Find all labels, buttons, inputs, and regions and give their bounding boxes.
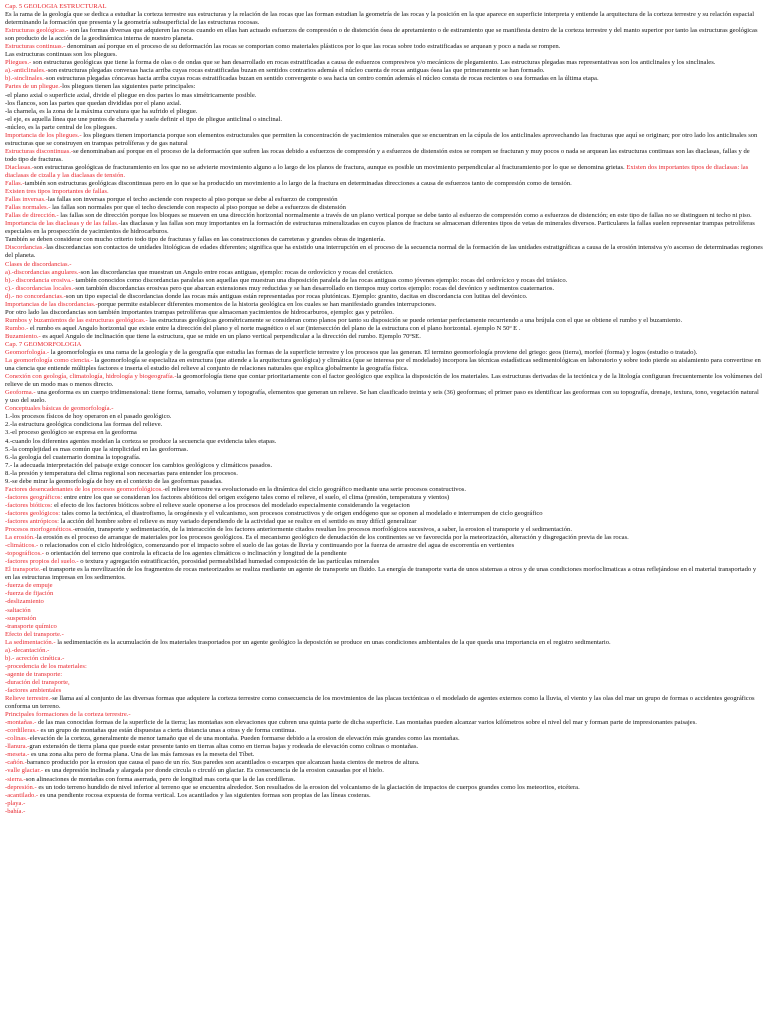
paragraph-text: 8.-la presión y temperatura del clima regional son necesarias para entender los procesos.	[5, 469, 238, 477]
paragraph-heading: -factores geológicos:	[5, 509, 61, 517]
paragraph-heading: -factores ambientales	[5, 686, 62, 694]
paragraph	[5, 92, 763, 100]
paragraph	[5, 413, 763, 421]
paragraph-text: son las discordancias que muestran un Angulo entre rocas antiguas, ejemplo: rocas de ordovícico y rocas del cretácico.	[80, 268, 394, 276]
paragraph-heading: Fallas de dirección.-	[5, 212, 59, 220]
paragraph-heading: -factores antrópicos:	[5, 518, 60, 525]
paragraph-heading: c).- discordancias locales.-	[5, 284, 76, 292]
paragraph-heading: -bahía.-	[5, 807, 26, 815]
paragraph-text: -el eje, es aquella línea que une puntos de charnela y suele definir el tipo de pliegue anticlinal o sinclinal.	[5, 115, 283, 123]
paragraph-text: de las mas conocidas formas de la superficie de la tierra; las montañas son elevaciones que cubren una quinta parte de dicha superficie. Las montañas pueden alcanzar varios kilómetros sobre el nivel del mar y forman parte de impresionantes paisajes.	[36, 719, 697, 727]
paragraph-text: Las estructuras continuas son los pliegues.	[5, 51, 118, 59]
paragraph	[5, 108, 763, 116]
paragraph	[5, 196, 763, 204]
paragraph-text: los pliegues tienen importancia porque son elementos estructurales que permiten la concentración de yacimientos minerales que se encuentran en la cúpula de los anticlinales aprovechando las fracturas que aquí se originan; por otro lado los anticlinales son estructuras que se construyen en trampas petrolíferas y de gas natural	[5, 131, 758, 147]
paragraph-heading: -cañón.-	[5, 759, 27, 767]
paragraph-heading: Rumbos y buzamientos de las estructuras geológicas.-	[5, 316, 148, 324]
paragraph-text: o orientación del terreno que controla la eficacia de los agentes climáticos o inclinación y longitud de la pendiente	[44, 550, 347, 558]
paragraph-text: son estructuras plegadas cóncavas hacia arriba cuyas rocas estratificadas buzan en sentido convergente o sea hacia un centro común además el núcleo consta de rocas recientes o sea formadas en la última etapa.	[46, 75, 599, 83]
paragraph	[5, 67, 763, 75]
paragraph-text: o relacionados con el ciclo hidrológico, comenzando por el impacto sobre el suelo de las gotas de lluvia y continuando por la fuerza de arrastre del agua de escorrentía en vertientes	[38, 542, 515, 550]
paragraph-heading: Fallas normales.-	[5, 204, 51, 212]
paragraph	[5, 405, 763, 413]
paragraph	[5, 438, 763, 446]
paragraph-heading: Clases de discordancias.-	[5, 260, 72, 268]
paragraph-text: es una pendiente rocosa expuesta de forma vertical. Los acantilados y las siguientes formas son propias de las líneas costeras.	[38, 791, 371, 799]
paragraph	[5, 212, 763, 220]
paragraph	[5, 542, 763, 550]
paragraph	[5, 631, 763, 639]
paragraph-text: son también discordancias erosivas pero que abarcan extensiones muy reducidas y se han desarrollado en tiempos muy cortos ejemplo: rocas del devónico y sedimentos cuaternarios.	[75, 284, 555, 292]
paragraph-heading: Importancia de los pliegues.-	[5, 131, 82, 139]
paragraph-heading: -factores geográficos:	[5, 493, 63, 501]
paragraph-text: el efecto de los factores bióticos sobre el relieve suele oponerse a los procesos del modelado especialmente considerando la vegetacion	[52, 501, 410, 509]
paragraph	[5, 83, 763, 91]
paragraph	[5, 655, 763, 663]
paragraph-heading: -cordilleras.-	[5, 727, 39, 735]
paragraph-text: son las formas diversas que adquieren las rocas cuando en ellas han actuado esfuerzos de compresión o de distención ósea de apretamiento o de estiramiento que se manifiesta dentro de la corteza terrestre y del manto superior por tanto las estructuras geológicas son producto de la acción de la geodinámica interna de nuestro planeta.	[5, 27, 758, 43]
paragraph-text: -la charnela, es la zona de la máxima curvatura que ha sufrido el pliegue.	[5, 107, 198, 115]
paragraph-heading: Principales formaciones de la corteza terrestre.-	[5, 711, 131, 719]
paragraph-text: 3.-el proceso geológico se expresa en la geoforma	[5, 429, 137, 437]
paragraph-text: -el plano axial o superficie axial, divide el pliegue en dos partes lo mas simétricamente posible.	[5, 91, 257, 99]
paragraph-heading: -factores bióticos:	[5, 501, 53, 509]
paragraph	[5, 277, 763, 285]
paragraph	[5, 510, 763, 518]
paragraph-heading: Pliegues.-	[5, 59, 32, 67]
paragraph	[5, 204, 763, 212]
paragraph	[5, 100, 763, 108]
paragraph	[5, 389, 763, 405]
paragraph-heading: b).- discordancia erosiva.-	[5, 276, 74, 284]
paragraph	[5, 623, 763, 631]
paragraph	[5, 647, 763, 655]
diaclasa-types-value: las diaclasas de cizalla y las diaclasas de tensión.	[5, 163, 749, 179]
paragraph-text: 6.-la geología del cuaternario domina la topografía.	[5, 453, 141, 461]
paragraph-text: denominan así porque en el proceso de su deformación las rocas se comportan como materiales plásticos por lo que las rocas sobre todo estratificadas se arquean y poco a nada se rompen.	[65, 43, 561, 51]
paragraph-heading: Efecto del transporte.-	[5, 630, 64, 638]
paragraph	[5, 349, 763, 357]
paragraph-text: la acción del hombre sobre el relieve es muy variado dependiendo de la actividad que se realice en el sentido es muy difícil generalizar	[59, 518, 417, 525]
paragraph-text: la erosión es el proceso de arranque de materiales por los procesos geológicos. Es el mecanismo geológico de denudación de los continentes se ve favorecida por la meteorización, alteración y disgregación previa de las rocas.	[36, 534, 629, 542]
paragraph-text: -los flancos, son las partes que quedan divididas por el plano axial.	[5, 99, 182, 107]
paragraph-text: Es la rama de la geología que se dedica a estudiar la corteza terrestre sus estructuras y la relación de las rocas que las forman estudian la geometría de las rocas y la posición en la que aparece en superficie interpreta y entiende la arquitectura de la corteza terrestre y su relación espacial determinando la formación que presenta y la geometría subsuperficial de las estructuras rocosas.	[5, 11, 755, 27]
paragraph-text: también conocidos como discordancias paralelas son aquellas que muestran una disposición paralela de las rocas antiguas como jóvenes ejemplo: rocas del ordovícico y rocas del triásico.	[73, 276, 568, 284]
paragraph	[5, 244, 763, 260]
paragraph-heading: -meseta.-	[5, 751, 30, 759]
paragraph	[5, 518, 763, 526]
paragraph	[5, 43, 763, 51]
paragraph	[5, 317, 763, 325]
paragraph-heading: -llanura.-	[5, 743, 30, 751]
paragraph-heading: Geomorfología.-	[5, 349, 50, 357]
paragraph	[5, 220, 763, 236]
paragraph	[5, 3, 763, 11]
paragraph-heading: b).-sinclinales.-	[5, 75, 47, 83]
paragraph-heading: Fallas.-	[5, 180, 25, 188]
paragraph	[5, 285, 763, 293]
paragraph	[5, 116, 763, 124]
paragraph	[5, 494, 763, 502]
paragraph-heading: Estructuras geológicas.-	[5, 27, 69, 35]
paragraph	[5, 792, 763, 800]
paragraph	[5, 784, 763, 792]
paragraph-text: son alineaciones de montañas con forma aserrada, pero de longitud mas corta que la de las cordilleras.	[25, 775, 296, 783]
paragraph-text: se llama así al conjunto de las diversas formas que adquiere la corteza terrestre como consecuencia de los movimientos de las placas tectónicas o el modelado de agentes externos como la lluvia, el viento y las olas del mar un grupo de formas o accidentes geográficos conforma un terreno.	[5, 695, 755, 711]
paragraph-text: una geoforma es un cuerpo tridimensional: tiene forma, tamaño, volumen y topografía, elementos que generan un relieve. Se han clasificado treinta y seis (36) geoformas; el primer paso es identificar las geoformas con su topografía, drenaje, textura, tono, vegetación natural y uso del suelo.	[5, 389, 759, 405]
paragraph	[5, 550, 763, 558]
paragraph-heading: Geoforma.-	[5, 389, 36, 397]
paragraph-text: también son estructuras geológicas discontinuas pero en lo que se ha producido un movimiento a lo largo de la fractura en determinadas direcciones a causa de esfuerzos tanto de compresión como de tensión.	[24, 180, 572, 188]
paragraph	[5, 759, 763, 767]
paragraph-text: gran extensión de tierra plana que puede estar presente tanto en tierras altas como en tierras bajas y rodeada de elevación como colinas o montañas.	[29, 743, 419, 751]
paragraph	[5, 421, 763, 429]
paragraph	[5, 11, 763, 27]
paragraph-heading: -playa.-	[5, 799, 26, 807]
paragraph-text: elevación de la corteza, generalmente de menor tamaño que el de una montaña. Pueden formarse debido a la erosion de elevación más grandes como las montañas.	[29, 735, 460, 743]
paragraph	[5, 59, 763, 67]
paragraph-text: la geomorfología tiene que contar prioritariamente con el factor geológico que explica la disposición de los materiales. Las estructuras derivadas de la tectónica y de la litología configuran frecuentemente los volúmenes del relieve de un modo mas o menos directo.	[5, 373, 763, 389]
paragraph	[5, 333, 763, 341]
paragraph-heading: -suspensión	[5, 614, 37, 622]
paragraph-heading: La erosión.-	[5, 534, 37, 542]
paragraph	[5, 639, 763, 647]
paragraph	[5, 261, 763, 269]
paragraph-text: son estructuras geológicas que tiene la forma de olas o de ondas que se han desarrollado en rocas estratificadas a causa de esfuerzos compresivos y/o mecánicos de plegamiento. Las estructuras plegadas mas representativas son los anticlinales y los sinclinales.	[31, 59, 716, 67]
paragraph-heading: a).-discordancias angulares.-	[5, 268, 81, 276]
paragraph-text: es un grupo de montañas que están dispuestas a cierta distancia unas a otras y de forma continua.	[38, 727, 297, 735]
paragraph	[5, 776, 763, 784]
paragraph-text: También se deben considerar con mucho criterio todo tipo de fracturas y fallas en las construcciones de carreteras y grandes obras de ingeniería.	[5, 236, 386, 244]
paragraph-text: son estructuras geológicas de fracturamiento en los que no se advierte movimiento alguno a lo largo de los planos de fractura, aunque es posible un movimiento perpendicular al fracturamiento por lo que se denomina grietas.	[34, 163, 627, 171]
paragraph	[5, 269, 763, 277]
paragraph-text: los pliegues tienen las siguientes parte principales:	[62, 83, 196, 91]
paragraph	[5, 27, 763, 43]
paragraph-text: o textura y agregación estratificación, porosidad permeabilidad humedad composición de las partículas minerales	[78, 558, 380, 566]
paragraph-text: las diaclasas y las fallas son muy importantes en la formación de estructuras mineralizadas en cuyos planos de fractura se almacenan diferentes tipos de vetas de minerales diversos. Particulares la fallas suelen representar trampas petrolíferas especiales en la prospección de yacimientos de hidrocarburos.	[5, 220, 755, 236]
paragraph-text: las fallas son de dirección porque los bloques se mueven en una dirección horizontal normalmente a través de un plano vertical porque se debe tanto al esfuerzo de compresión como a esfuerzos de distención; en este tipo de fallas no se distinguen ni techo ni piso.	[58, 212, 752, 220]
paragraph-heading: Fallas inversas.-	[5, 196, 48, 204]
paragraph	[5, 75, 763, 83]
paragraph-heading: -fuerza de fijación	[5, 590, 54, 598]
paragraph-text: 2.-la estructura geológica condiciona las formas del relieve.	[5, 421, 163, 429]
paragraph-heading: -montañas.-	[5, 719, 37, 727]
paragraph-heading: La geomorfología como ciencia.-	[5, 357, 93, 365]
paragraph-text: el rumbo es aquel Angulo horizontal que existe entre la dirección del plano y el norte magnético o el sur (intersección del plano de la estructura con el plano horizontal. ejemplo N 50º E .	[28, 324, 521, 332]
paragraph-heading: -transporte químico	[5, 622, 57, 630]
paragraph-heading: Estructuras continuas.-	[5, 43, 66, 51]
paragraph	[5, 486, 763, 494]
paragraph-text: -núcleo, es la parte central de los pliegues.	[5, 123, 117, 131]
paragraph-text: las discordancias son contactos de unidades litológicas de edades diferentes; significa que ha existido una interrupción en el proceso de la secuencia normal de la formación de las unidades estratigráficas a causa de la erosión intensiva y/o ascenso de determinadas regiones del planeta.	[5, 244, 763, 260]
paragraph-text: 4.-cuando los diferentes agentes modelan la corteza se produce la secuencia que evidencia tales etapas.	[5, 437, 277, 445]
paragraph-heading: -valle glaciar.-	[5, 767, 44, 775]
paragraph-heading: Discordancias.-	[5, 244, 47, 252]
paragraph	[5, 478, 763, 486]
paragraph	[5, 341, 763, 349]
paragraph-text: el relieve terrestre va evolucionado en la dinámica del ciclo geográfico mediante una serie procesos constructivos.	[165, 485, 467, 493]
paragraph	[5, 711, 763, 719]
paragraph-heading: Estructuras discontinuas.-	[5, 147, 74, 155]
paragraph-text: 5.-la complejidad es mas común que la simplicidad en las geoformas.	[5, 445, 189, 453]
paragraph	[5, 454, 763, 462]
paragraph	[5, 180, 763, 188]
paragraph-text: es una depresión inclinada y alargada por donde circula o circuló un glaciar. Es consecuencia de la erosion causadas por el hielo.	[43, 767, 384, 775]
paragraph	[5, 590, 763, 598]
paragraph-heading: Conexión con geología, climatología, hidrología y biogeografía.-	[5, 373, 177, 381]
paragraph	[5, 751, 763, 759]
paragraph	[5, 293, 763, 301]
paragraph	[5, 309, 763, 317]
paragraph-text: 1.-los procesos físicos de hoy operaron en el pasado geológico.	[5, 413, 172, 421]
paragraph-text: 9.-se debe mirar la geomorfología de hoy en el contexto de las geoformas pasadas.	[5, 477, 223, 485]
paragraph-heading: Cap. 5 GEOLOGIA ESTRUCTURAL	[5, 3, 107, 10]
paragraph-heading: Conceptuales básicas de geomorfología.-	[5, 405, 114, 413]
paragraph-text: porque permite establecer diferentes momentos de la historia geológica en los cuales se han manifestado grandes interrupciones.	[97, 300, 437, 308]
paragraph-heading: Importancias de las discordancias.-	[5, 300, 98, 308]
paragraph-text: las estructuras geológicas geométricamente se consideran como planos por tanto su disposición se puede orientar perfectamente recurriendo a una brújula con el que se obtiene el rumbo y el buzamiento.	[147, 316, 683, 324]
paragraph	[5, 373, 763, 389]
paragraph-text: son estructuras plegadas convexas hacia arriba cuyas rocas estratificadas buzan en sentidos contrarios además el núcleo cuenta de rocas antiguas ósea las que primeramente se han formado.	[47, 67, 545, 75]
paragraph-heading: El transporte.-	[5, 566, 43, 574]
paragraph-heading: Existen tres tipos importantes de fallas.	[5, 188, 109, 196]
paragraph	[5, 526, 763, 534]
paragraph	[5, 671, 763, 679]
paragraph	[5, 148, 763, 164]
paragraph-heading: Factores desencadenantes de los procesos geomorfológicos.-	[5, 485, 166, 493]
paragraph-text: la geomorfología es una rama de la geología y de la geografía que estudia las formas de la superficie terrestre y los procesos que las generan. El termino geomorfología proviene del griego: geos (tierra), morfeé (forma) y logos (estudio o tratado).	[49, 349, 698, 357]
paragraph	[5, 615, 763, 623]
paragraph-heading: Rumbo.-	[5, 324, 29, 332]
paragraph	[5, 236, 763, 244]
paragraph-heading: Importancia de las diaclasas y de las fallas.-	[5, 220, 121, 228]
paragraph-heading: Partes de un pliegue.-	[5, 83, 63, 91]
paragraph-heading: -acantilado.-	[5, 791, 39, 799]
paragraph	[5, 663, 763, 671]
paragraph	[5, 164, 763, 180]
paragraph-heading: d).- no concordancias.-	[5, 292, 66, 300]
diaclasa-types-label: Existen dos importantes tipos de diaclasas:	[626, 163, 740, 171]
document-body	[5, 3, 763, 816]
paragraph	[5, 598, 763, 606]
paragraph	[5, 429, 763, 437]
paragraph	[5, 558, 763, 566]
paragraph-heading: Procesos morfogenéticos.-	[5, 526, 75, 534]
paragraph-text: es aquel Angulo de inclinación que tiene la estructura, que se mide en un plano vertical perpendicular a la dirección del rumbo. Ejemplo 70ºSE.	[40, 332, 421, 340]
paragraph	[5, 132, 763, 148]
paragraph-heading: b).- acreción cinética.-	[5, 654, 65, 662]
paragraph-text: entre entre los que se consideran los factores abióticos del origen exógeno tales como el relieve, el suelo, el clima (presión, temperatura y vientos)	[62, 493, 450, 501]
paragraph	[5, 566, 763, 582]
paragraph-text: es un todo terreno hundido de nivel inferior al terreno que se encuentra alrededor. Son resultados de la erosion del volcanismo de la glaciación de impactos de cuerpos grandes como los meteoritos, etcétera.	[36, 783, 580, 791]
paragraph	[5, 727, 763, 735]
paragraph-text: se denominaban así porque en el proceso de la deformación que sufren las rocas debido a esfuerzos de compresión y a esfuerzos de distensión estos se rompen se fracturan y muy pocos o nada se arquean las estructuras continuas son las diaclasas, fallas y de todo tipo de fracturas.	[5, 147, 750, 163]
paragraph-text: erosión, transporte y sedimentación, de la interacción de los factores anteriormente citados resultan los procesos morfológicos sucesivos, a saber, la erosion el transporte y el sedimentación.	[74, 526, 572, 534]
paragraph-heading: La sedimentación.-	[5, 638, 56, 646]
paragraph-text: es una zona alta pero de forma plana. Una de las más famosas es la meseta del Tíbet.	[29, 751, 255, 759]
paragraph	[5, 502, 763, 510]
paragraph	[5, 719, 763, 727]
paragraph-heading: -deslizamiento	[5, 598, 44, 606]
paragraph	[5, 534, 763, 542]
paragraph	[5, 743, 763, 751]
paragraph-text: son un tipo especial de discordancias donde las rocas más antiguas están representadas por rocas plutónicas. Ejemplo: granito, dacitas en discordancia con lutitas del devónico.	[65, 292, 528, 300]
paragraph-heading: a).-decantación.-	[5, 646, 50, 654]
paragraph	[5, 124, 763, 132]
paragraph	[5, 582, 763, 590]
paragraph-heading: -duración del transporte,	[5, 678, 70, 686]
paragraph-text: la geomorfología se especializa en estructura (que atiende a la arquitectura geológica) y climática (que se interesa por el modelado) incorpora las técnicas estadísticas sedimentológicas en laboratorio y sobre todo pierde su aislamiento para convertirse en una ciencia que entiende múltiples factores e inserta el estudio del relieve al conjunto de relaciones naturales que explica globalmente la geografía física.	[5, 357, 761, 373]
paragraph-heading: a).-anticlinales.-	[5, 67, 48, 75]
paragraph	[5, 808, 763, 816]
paragraph	[5, 767, 763, 775]
paragraph	[5, 800, 763, 808]
paragraph-heading: Cap. 7 GEOMORFOLOGIA	[5, 340, 82, 348]
paragraph-heading: -agente de transporte:	[5, 670, 63, 678]
paragraph-heading: Diaclasas.-	[5, 163, 35, 171]
paragraph	[5, 607, 763, 615]
paragraph-heading: Relieve terrestre.-	[5, 695, 53, 703]
paragraph-text: la sedimentación es la acumulación de los materiales trasportados por un agente geológico la deposición se produce en unas condiciones ambientales de la que queda una importancia en el registro sedimentario.	[55, 638, 611, 646]
paragraph-heading: Buzamiento.-	[5, 332, 41, 340]
paragraph-heading: -climáticos.-	[5, 542, 39, 550]
paragraph-text: el transporte es la movilización de los fragmentos de rocas meteorizados se realiza mediante un agente de transporte un fluido. La energía de transporte varia de unos sistemas a otros y de unas condiciones morfoclimaticas a otras reflejándose en el material transportado y en las estructuras impresas en los sedimentos.	[5, 566, 757, 582]
paragraph-text: Por otro lado las discordancias son también importantes trampas petrolíferas que almacenan yacimientos de hidrocarburos, ejemplo: gas y petróleo.	[5, 308, 394, 316]
paragraph-heading: -colinas.-	[5, 735, 30, 743]
paragraph-heading: -fuerza de empuje	[5, 582, 53, 590]
paragraph-text: barranco producido por la erosion que causa el paso de un río. Sus paredes son acantilados o escarpes que alcanzan hasta cientos de metros de altura.	[26, 759, 420, 767]
paragraph	[5, 325, 763, 333]
paragraph	[5, 446, 763, 454]
paragraph-heading: -factores propios del suelo.-	[5, 558, 79, 566]
paragraph	[5, 470, 763, 478]
paragraph-text: 7.- la adecuada interpretación del paisaje exige conocer los cambios geológicos y climáticos pasados.	[5, 461, 273, 469]
paragraph	[5, 51, 763, 59]
paragraph-heading: -topográficos.-	[5, 550, 44, 558]
paragraph-heading: -procedencia de los materiales:	[5, 662, 87, 670]
paragraph-text: las fallas son normales por que el techo desciende con respecto al piso porque se debe a esfuerzos de distensión	[50, 204, 346, 212]
paragraph	[5, 188, 763, 196]
paragraph-text: tales como la tectónica, el diastrofismo, la orogénesis y el vulcanismo, son procesos constructivos y de origen endógeno que se oponen al modelado e interrumpen de ciclo geográfico	[60, 509, 543, 517]
paragraph	[5, 695, 763, 711]
paragraph	[5, 357, 763, 373]
paragraph	[5, 735, 763, 743]
paragraph-heading: -depresión.-	[5, 783, 37, 791]
paragraph-text: las fallas son inversas porque el techo asciende con respecto al piso porque se debe al esfuerzo de compresión	[47, 196, 338, 204]
paragraph	[5, 679, 763, 687]
paragraph-heading: -sierra.-	[5, 775, 26, 783]
paragraph	[5, 301, 763, 309]
paragraph-heading: -saltación	[5, 606, 31, 614]
paragraph	[5, 462, 763, 470]
paragraph	[5, 687, 763, 695]
